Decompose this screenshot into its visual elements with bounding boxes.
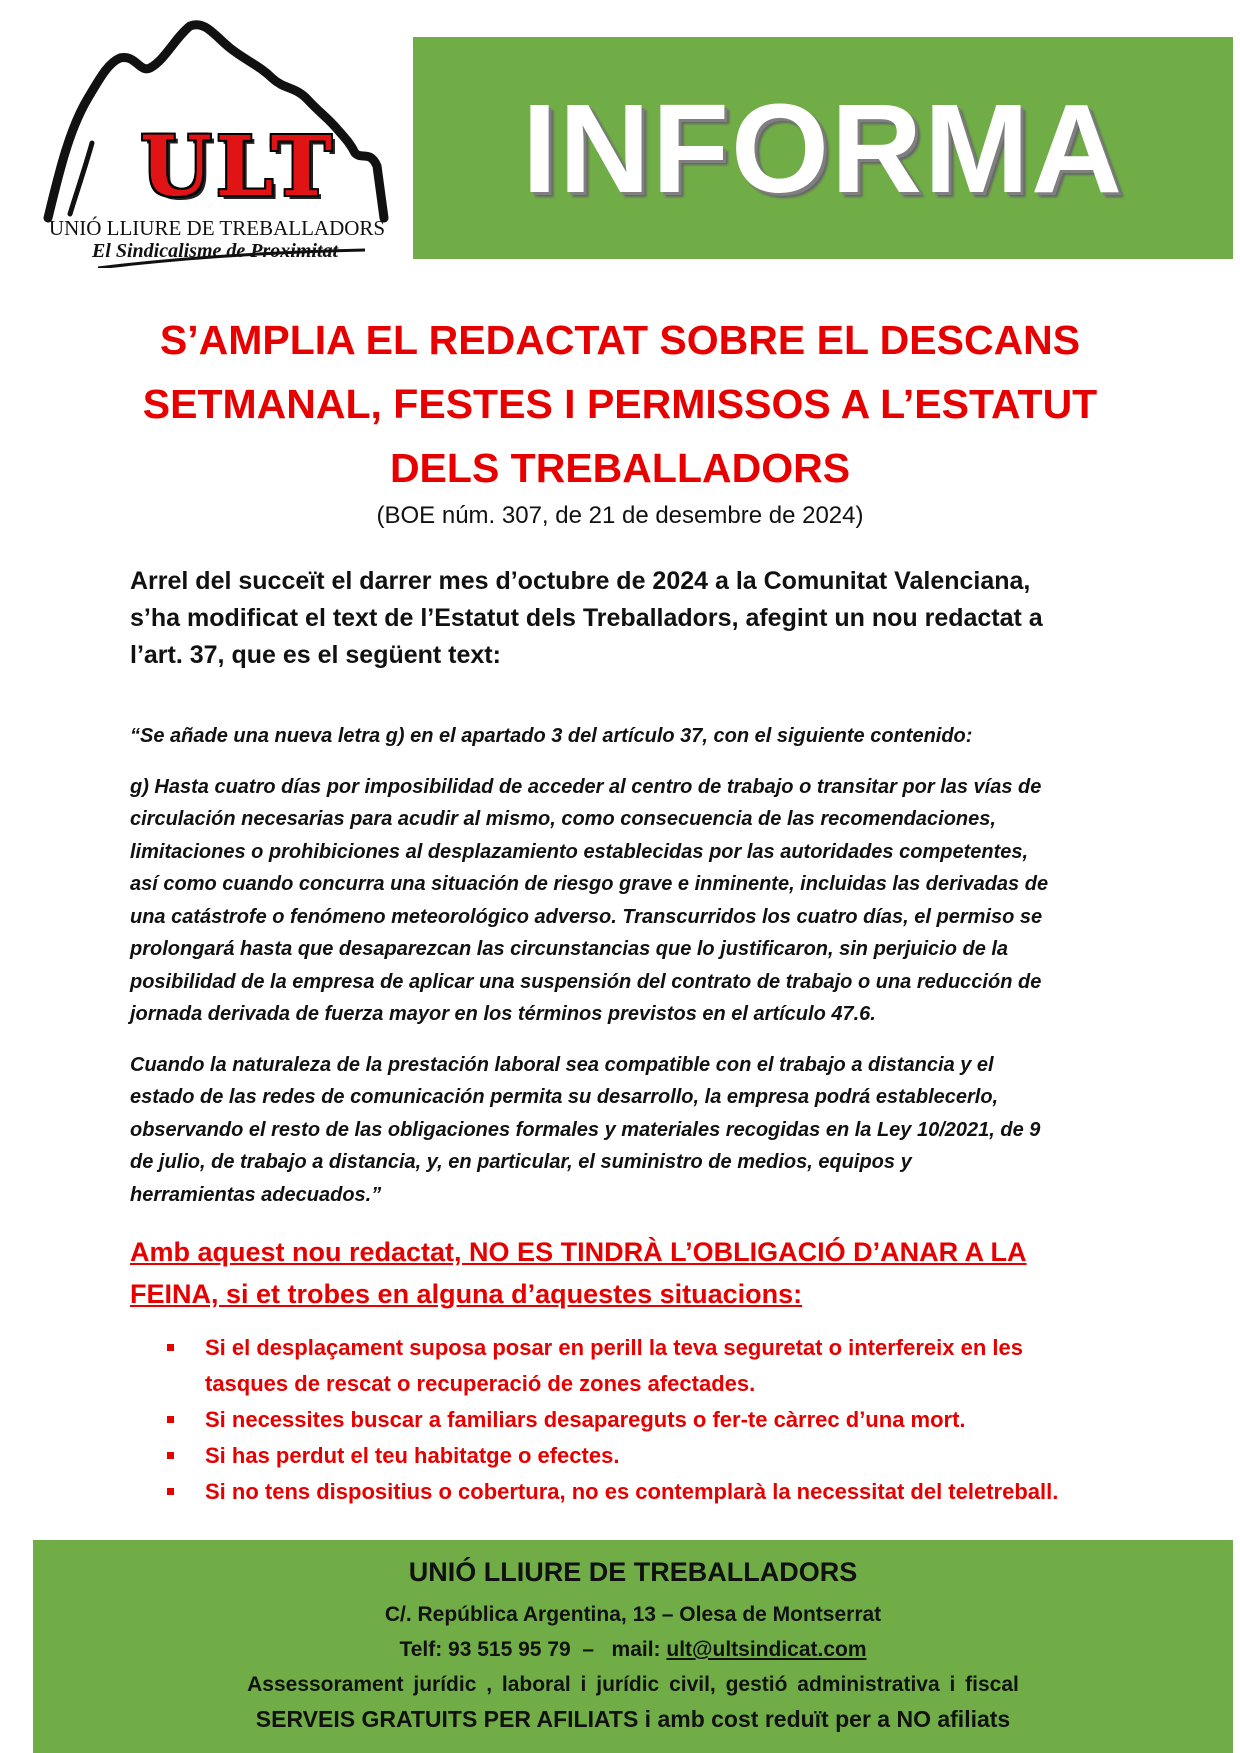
list-item-text: tasques de rescat o recuperació de zones afectades.: [205, 1371, 756, 1396]
notice-line: FEINA, si et trobes en alguna d’aquestes situacions:: [130, 1279, 803, 1309]
quote-line: g) Hasta cuatro días por imposibilidad de acceder al centro de trabajo o transitar por las vías de: [130, 775, 1042, 798]
intro-line: s’ha modificat el text de l’Estatut dels Treballadors, afegint un nou redactat a: [130, 604, 1043, 632]
footer-address: C/. República Argentina, 13 – Olesa de Montserrat: [384, 1603, 882, 1626]
logo-initials: ULT: [140, 119, 336, 215]
list-item: [130, 1402, 1130, 1438]
list-item-text: Si el desplaçament suposa posar en perill la teva seguretat o interfereix en les: [205, 1335, 1023, 1360]
list-item: [130, 1474, 1130, 1510]
list-item-text: Si no tens dispositius o cobertura, no es contemplarà la necessitat del teletreball.: [205, 1479, 1059, 1504]
banner-text: INFORMA: [522, 77, 1124, 219]
square-bullet-icon: [167, 1452, 174, 1459]
quote-line: limitaciones o prohibiciones al desplazamiento establecidas por las autoridades competentes,: [130, 840, 1029, 863]
logo-motto: El Sindicalisme de Proximitat: [91, 240, 339, 262]
quote-line: prolongará hasta que desaparezcan las circunstancias que lo justificaron, sin perjuicio de la: [130, 938, 1009, 960]
title-line: S’AMPLIA EL REDACTAT SOBRE EL DESCANS: [159, 317, 1081, 363]
informa-banner: [413, 37, 1233, 259]
notice-heading: [130, 1231, 1130, 1315]
legal-quote: [130, 720, 1130, 1211]
list-item: [130, 1438, 1130, 1474]
footer-phone: Telf: 93 515 95 79 – mail:: [399, 1638, 667, 1661]
quote-line: posibilidad de la empresa de aplicar una suspensión del contrato de trabajo o una reducción de: [130, 970, 1042, 993]
quote-line: así como cuando concurra una situación de riesgo grave e inminente, incluidas las derivadas de: [130, 873, 1049, 895]
title-line: DELS TREBALLADORS: [389, 445, 851, 491]
intro-paragraph: [130, 563, 1130, 674]
footer-email-link[interactable]: ult@ultsindicat.com: [666, 1638, 867, 1661]
quote-line: Cuando la naturaleza de la prestación laboral sea compatible con el trabajo a distancia y el: [130, 1053, 994, 1076]
ult-logo: [40, 18, 390, 268]
document-title: [90, 308, 1150, 500]
square-bullet-icon: [167, 1488, 174, 1495]
list-item-text: Si necessites buscar a familiars desapareguts o fer-te càrrec d’una mort.: [205, 1407, 966, 1432]
square-bullet-icon: [167, 1416, 174, 1423]
quote-line: jornada derivada de fuerza mayor en los términos previstos en el artículo 47.6.: [130, 1003, 876, 1025]
quote-line: circulación necesarias para acudir al mismo, como consecuencia de las recomendaciones,: [130, 808, 996, 830]
title-line: SETMANAL, FESTES I PERMISSOS A L’ESTATUT: [142, 381, 1098, 427]
footer-union-name: UNIÓ LLIURE DE TREBALLADORS: [408, 1557, 858, 1587]
list-item: [130, 1330, 1130, 1402]
notice-line: Amb aquest nou redactat, NO ES TINDRÀ L’OBLIGACIÓ D’ANAR A LA: [130, 1237, 1027, 1267]
intro-line: Arrel del succeït el darrer mes d’octubre de 2024 a la Comunitat Valenciana,: [130, 567, 1031, 595]
square-bullet-icon: [167, 1344, 174, 1351]
footer-contact: [33, 1635, 1233, 1665]
quote-line: herramientas adecuados.”: [130, 1183, 382, 1206]
situations-list: [130, 1330, 1130, 1510]
footer-contact-box: [33, 1540, 1233, 1753]
quote-line: de julio, de trabajo a distancia, y, en particular, el suministro de medios, equipos y: [130, 1151, 912, 1173]
quote-line: una catástrofe o fenómeno meteorológico adverso. Transcurridos los cuatro días, el permiso se: [130, 905, 1043, 928]
footer-services: Assessorament jurídic , laboral i jurídic civil, gestió administrativa i fiscal: [247, 1673, 1019, 1696]
quote-line: “Se añade una nueva letra g) en el apartado 3 del artículo 37, con el siguiente contenido:: [130, 725, 973, 747]
quote-line: estado de las redes de comunicación permita su desarrollo, la empresa podrá establecerlo,: [130, 1086, 999, 1108]
boe-reference: (BOE núm. 307, de 21 de desembre de 2024): [376, 502, 864, 529]
list-item-text: Si has perdut el teu habitatge o efectes.: [205, 1443, 620, 1468]
logo-union-name: UNIÓ LLIURE DE TREBALLADORS: [48, 216, 386, 240]
footer-free-services: SERVEIS GRATUITS PER AFILIATS i amb cost reduït per a NO afiliats: [255, 1706, 1011, 1732]
quote-line: observando el resto de las obligaciones formales y materiales recogidas en la Ley 10/2021, de 9: [130, 1118, 1041, 1141]
intro-line: l’art. 37, que es el següent text:: [130, 641, 501, 669]
